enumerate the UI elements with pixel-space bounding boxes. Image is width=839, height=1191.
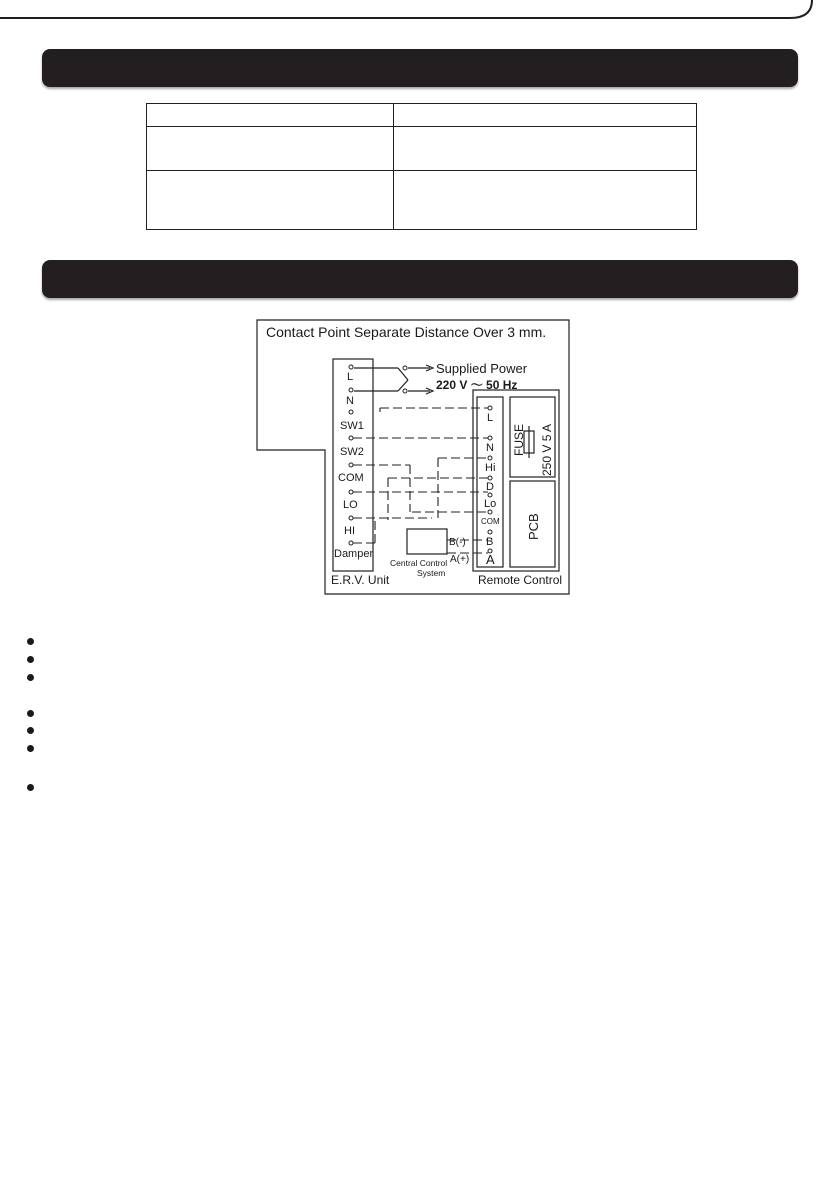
erv-terminal-label: Damper — [334, 548, 374, 560]
remote-terminal-label: L — [487, 412, 494, 424]
bullet-icon — [27, 784, 34, 791]
section-title — [42, 270, 56, 287]
bullet-icon — [27, 674, 34, 681]
terminal-points — [349, 365, 492, 553]
spec-table — [146, 103, 697, 230]
erv-terminal-label: COM — [338, 472, 364, 484]
table-cell — [394, 104, 697, 127]
remote-terminal-label: D — [486, 481, 494, 493]
bullet-icon — [27, 656, 34, 663]
bus-b-label: B(-) — [449, 537, 466, 548]
table-cell — [394, 127, 697, 171]
remote-terminal-labels — [481, 412, 500, 567]
list-item — [26, 782, 36, 792]
list-item — [26, 672, 36, 682]
section-header-bar — [42, 49, 798, 87]
bullet-icon — [27, 745, 34, 752]
erv-terminal-label: SW2 — [340, 446, 364, 458]
erv-caption: E.R.V. Unit — [331, 573, 390, 587]
erv-terminal-label: SW1 — [340, 420, 364, 432]
bullet-icon — [27, 710, 34, 717]
table-cell — [147, 104, 394, 127]
central-control-label: Central Control — [390, 558, 448, 568]
bullet-icon — [27, 638, 34, 645]
section-title — [42, 59, 56, 76]
section-header-bar — [42, 260, 798, 298]
central-control-label: System — [417, 568, 446, 578]
table-row — [147, 127, 697, 171]
wiring-diagram — [256, 319, 570, 595]
erv-terminal-label: L — [347, 371, 354, 383]
list-item — [26, 654, 36, 664]
power-switch — [354, 365, 433, 394]
remote-terminal-label: Lo — [484, 498, 497, 510]
bullet-icon — [27, 727, 34, 734]
remote-terminal-label: B — [486, 536, 494, 548]
table-row — [147, 171, 697, 230]
erv-terminal-label: LO — [343, 499, 358, 511]
list-item — [26, 743, 36, 753]
supply-label: Supplied Power — [436, 361, 528, 376]
remote-terminal-label: COM — [481, 517, 500, 526]
remote-terminal-label: A — [486, 552, 495, 567]
table-cell — [394, 171, 697, 230]
erv-terminal-label: N — [346, 395, 354, 407]
bus-a-label: A(+) — [450, 554, 470, 565]
list-item — [26, 636, 36, 646]
supply-voltage: 220 V ～ 50 Hz — [436, 378, 518, 392]
remote-caption: Remote Control — [478, 573, 563, 587]
list-item — [26, 725, 36, 735]
remote-terminal-label: N — [486, 442, 494, 454]
fuse-rating: 250 V 5 A — [540, 423, 554, 476]
table-cell — [147, 171, 394, 230]
list-item — [26, 708, 36, 718]
remote-terminal-label: Hi — [485, 462, 496, 474]
pcb-label: PCB — [526, 513, 541, 540]
diagram-header: Contact Point Separate Distance Over 3 mm. — [266, 324, 547, 340]
central-control-box — [407, 529, 447, 554]
fuse-label: FUSE — [512, 423, 526, 456]
page-edge-decoration — [0, 0, 839, 30]
erv-terminal-label: HI — [344, 525, 355, 537]
table-cell — [147, 127, 394, 171]
table-row — [147, 104, 697, 127]
